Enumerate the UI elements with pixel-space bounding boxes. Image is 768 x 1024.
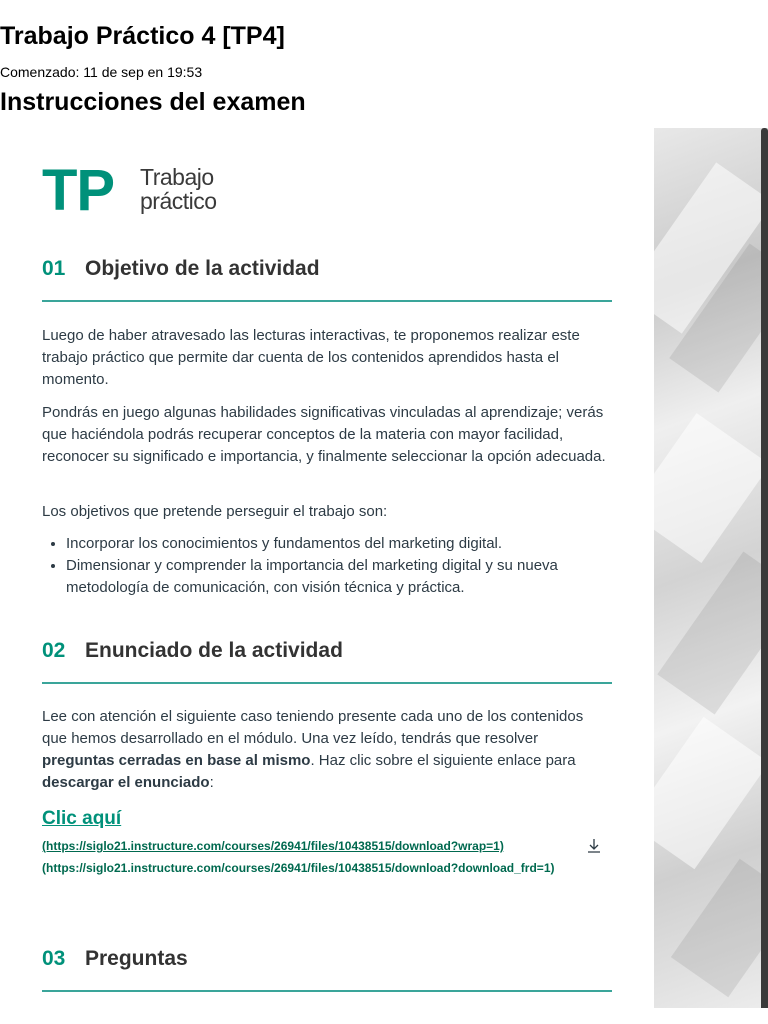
section-number: 01	[42, 257, 66, 280]
paragraph-text: . Haz clic sobre el siguiente enlace para	[310, 752, 576, 769]
paragraph: Los objetivos que pretende perseguir el trabajo son:	[42, 503, 388, 520]
clic-aqui-link[interactable]: Clic aquí	[42, 808, 122, 829]
tp-logo	[42, 158, 242, 223]
decorative-side-panel	[654, 128, 768, 1008]
paragraph-text: :	[209, 774, 214, 791]
paragraph-emphasis: preguntas cerradas en base al mismo	[42, 752, 311, 769]
file-link-preview[interactable]: (https://siglo21.instructure.com/courses/26941/files/10438515/download?wrap=1)	[42, 839, 504, 853]
file-link-download[interactable]: (https://siglo21.instructure.com/courses/26941/files/10438515/download?download_frd=1)	[42, 861, 555, 875]
instructions-heading: Instrucciones del examen	[0, 88, 306, 116]
page-title: Trabajo Práctico 4 [TP4]	[0, 22, 285, 50]
section-02-header	[42, 638, 612, 684]
logo-word-trabajo: Trabajo	[140, 164, 214, 190]
objectives-list	[42, 533, 612, 599]
section-03-header	[42, 946, 612, 992]
list-item: • Dimensionar y comprender la importancia del marketing digital y su nueva metodología de comunicación, con visión técnica y práctica.	[66, 555, 612, 599]
section-title: Enunciado de la actividad	[85, 639, 343, 662]
paragraph-text: Lee con atención el siguiente caso teniendo presente cada uno de los contenidos que hemos desarrollado en el módulo. Una vez leído, tendrás que resolver	[42, 708, 584, 747]
paragraph-emphasis: descargar el enunciado	[42, 774, 210, 791]
download-icon[interactable]	[585, 837, 603, 855]
section-title: Objetivo de la actividad	[85, 257, 320, 280]
started-timestamp: Comenzado: 11 de sep en 19:53	[0, 64, 203, 80]
section-number: 03	[42, 947, 66, 970]
scrollbar[interactable]	[761, 128, 768, 1008]
section-01-header	[42, 256, 612, 302]
paragraph: Pondrás en juego algunas habilidades significativas vinculadas al aprendizaje; verás que haciéndola podrás recuperar conceptos de la materia con mayor facilidad, reconocer su significado e importancia, y finalmente seleccionar la opción adecuada.	[42, 404, 606, 465]
section-title: Preguntas	[85, 947, 188, 970]
paragraph: Luego de haber atravesado las lecturas interactivas, te proponemos realizar este trabajo práctico que permite dar cuenta de los contenidos aprendidos hasta el momento.	[42, 327, 580, 388]
list-item: • Incorporar los conocimientos y fundamentos del marketing digital.	[66, 533, 612, 555]
logo-word-practico: práctico	[140, 188, 217, 214]
logo-mark: TP	[42, 158, 115, 223]
paragraph	[42, 706, 612, 794]
section-number: 02	[42, 639, 66, 662]
